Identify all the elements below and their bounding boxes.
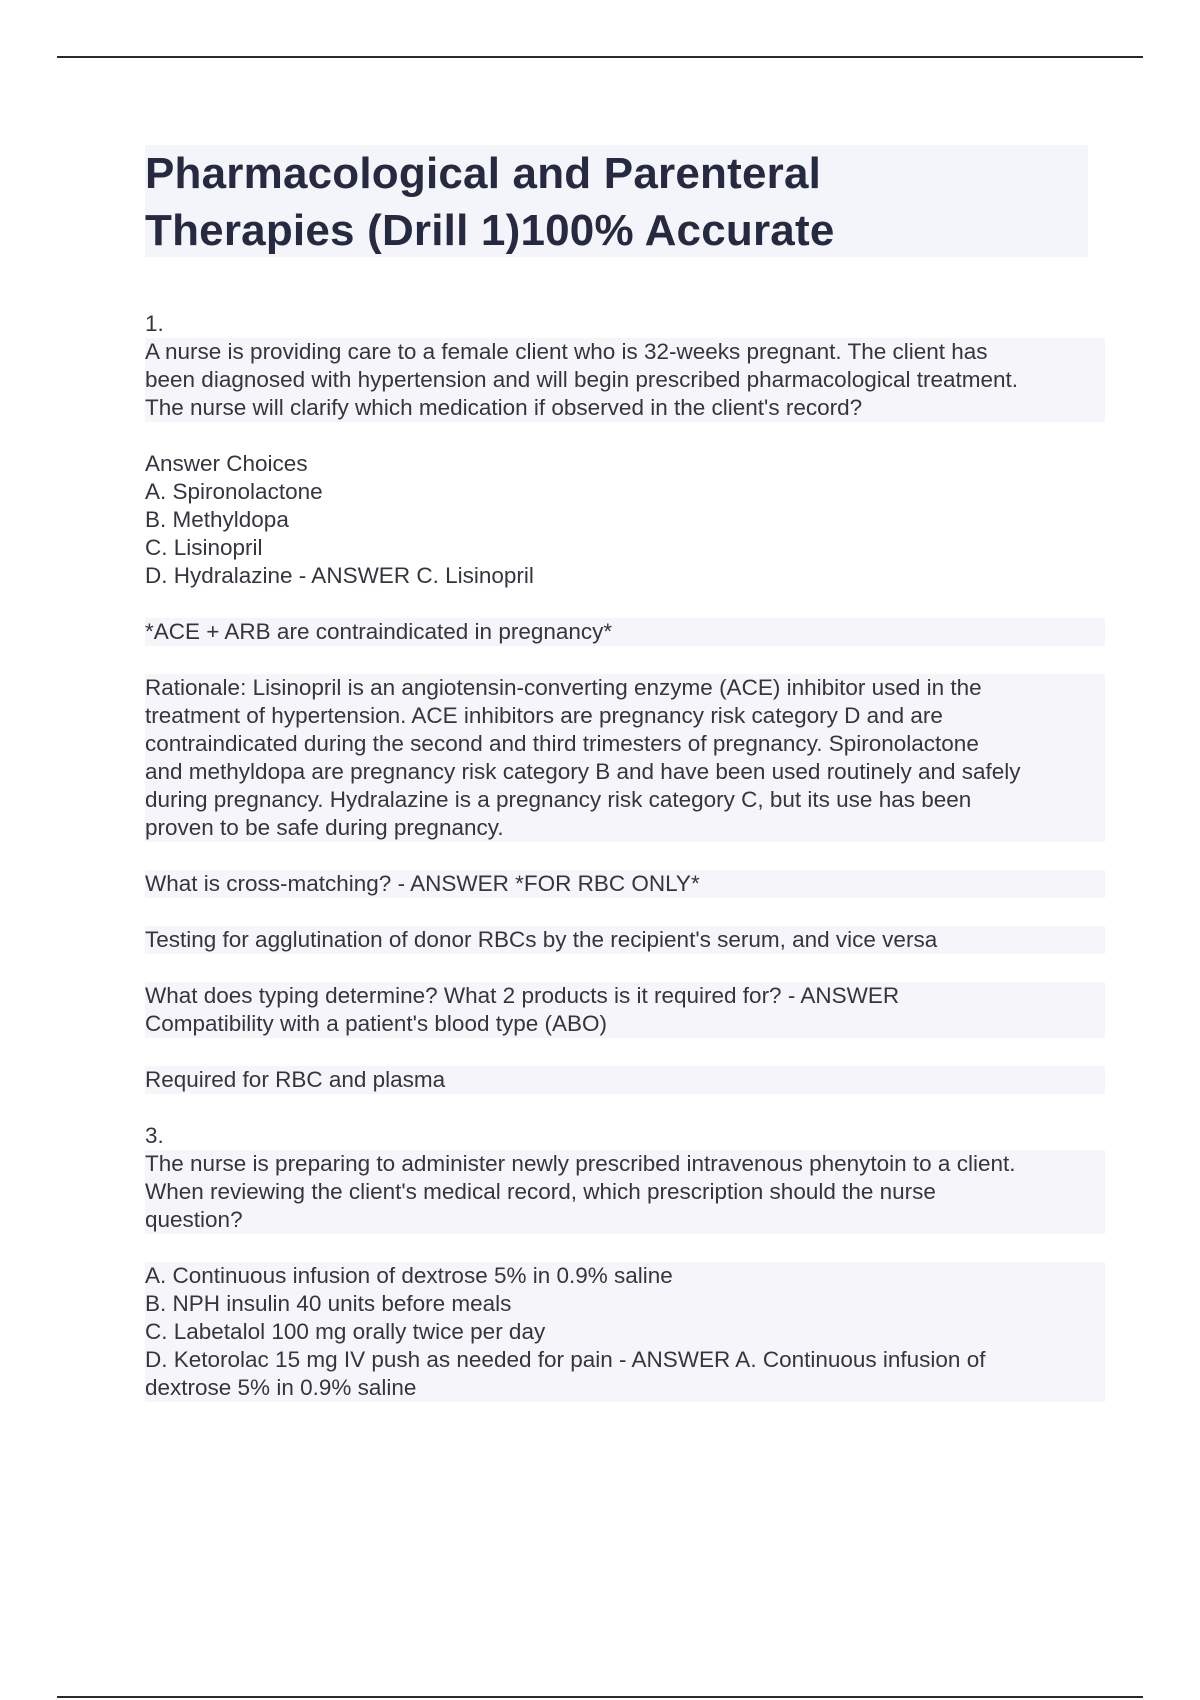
question-text-line: A nurse is providing care to a female client who is 32-weeks pregnant. The client has xyxy=(145,338,1105,366)
qa-line: What is cross-matching? - ANSWER *FOR RBC ONLY* xyxy=(145,870,1105,898)
question-text-line: When reviewing the client's medical record, which prescription should the nurse xyxy=(145,1178,1105,1206)
title-box xyxy=(145,145,1088,257)
qa-line: Testing for agglutination of donor RBCs by the recipient's serum, and vice versa xyxy=(145,926,1105,954)
rationale-line: during pregnancy. Hydralazine is a pregnancy risk category C, but its use has been xyxy=(145,786,1105,814)
typing-question xyxy=(145,982,1105,1038)
page-title xyxy=(145,145,1088,259)
rationale-line: and methyldopa are pregnancy risk category B and have been used routinely and safely xyxy=(145,758,1105,786)
question-1-block xyxy=(145,310,1105,422)
bottom-rule xyxy=(57,1696,1143,1698)
qa-line: What does typing determine? What 2 products is it required for? - ANSWER xyxy=(145,982,1105,1010)
cross-matching-question xyxy=(145,870,1105,898)
note-block xyxy=(145,618,1105,646)
choice-answer-line: dextrose 5% in 0.9% saline xyxy=(145,1374,1105,1402)
choice-answer-line: D. Ketorolac 15 mg IV push as needed for pain - ANSWER A. Continuous infusion of xyxy=(145,1346,1105,1374)
rationale-block xyxy=(145,674,1105,842)
question-3-choices xyxy=(145,1262,1105,1402)
question-text-line: The nurse is preparing to administer newly prescribed intravenous phenytoin to a client. xyxy=(145,1150,1105,1178)
question-number: 3. xyxy=(145,1123,164,1148)
choice-answer-line: D. Hydralazine - ANSWER C. Lisinopril xyxy=(145,563,534,588)
answer-choices-heading: Answer Choices xyxy=(145,451,308,476)
qa-line: Compatibility with a patient's blood type (ABO) xyxy=(145,1010,1105,1038)
cross-matching-answer xyxy=(145,926,1105,954)
top-rule xyxy=(57,56,1143,58)
choice-line: A. Spironolactone xyxy=(145,479,323,504)
rationale-line: proven to be safe during pregnancy. xyxy=(145,814,1105,842)
question-text-line: been diagnosed with hypertension and will begin prescribed pharmacological treatment. xyxy=(145,366,1105,394)
document-body xyxy=(145,310,1105,1430)
question-3-block xyxy=(145,1122,1105,1234)
choice-line: A. Continuous infusion of dextrose 5% in 0.9% saline xyxy=(145,1262,1105,1290)
choice-line: B. NPH insulin 40 units before meals xyxy=(145,1290,1105,1318)
typing-answer xyxy=(145,1066,1105,1094)
title-line: Therapies (Drill 1)100% Accurate xyxy=(145,206,835,255)
qa-line: Required for RBC and plasma xyxy=(145,1066,1105,1094)
rationale-line: treatment of hypertension. ACE inhibitors are pregnancy risk category D and are xyxy=(145,702,1105,730)
choice-line: C. Lisinopril xyxy=(145,535,263,560)
rationale-line: contraindicated during the second and third trimesters of pregnancy. Spironolactone xyxy=(145,730,1105,758)
answer-choices-block xyxy=(145,450,1105,590)
note-line: *ACE + ARB are contraindicated in pregnancy* xyxy=(145,618,1105,646)
choice-line: B. Methyldopa xyxy=(145,507,289,532)
question-text-line: The nurse will clarify which medication if observed in the client's record? xyxy=(145,394,1105,422)
question-number: 1. xyxy=(145,311,164,336)
choice-line: C. Labetalol 100 mg orally twice per day xyxy=(145,1318,1105,1346)
question-text-line: question? xyxy=(145,1206,1105,1234)
rationale-line: Rationale: Lisinopril is an angiotensin-converting enzyme (ACE) inhibitor used in the xyxy=(145,674,1105,702)
title-line: Pharmacological and Parenteral xyxy=(145,149,822,198)
